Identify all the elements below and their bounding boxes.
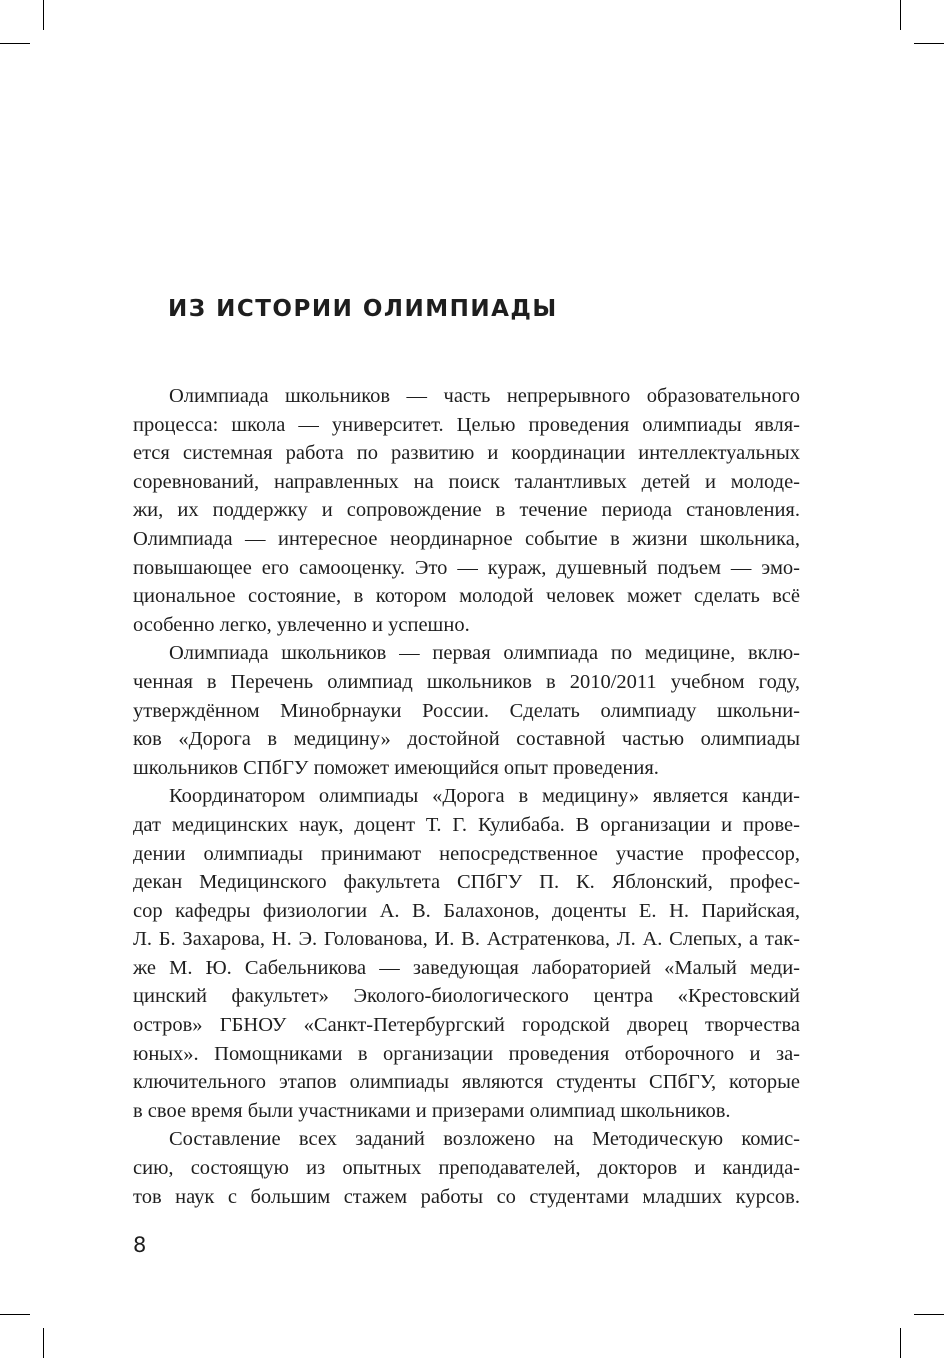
text-line: Л. Б. Захарова, Н. Э. Голованова, И. В. Астратенкова, Л. А. Слепых, а так- (133, 928, 800, 951)
text-line: декан Медицинского факультета СПбГУ П. К. Яблонский, профес- (133, 871, 800, 894)
text-line: ется системная работа по развитию и координации интеллектуальных (133, 442, 800, 465)
text-line: в свое время были участниками и призерами олимпиад школьников. (133, 1099, 731, 1122)
paragraph-1 (133, 382, 800, 639)
text-line: дат медицинских наук, доцент Т. Г. Кулибаба. В организации и прове- (133, 813, 800, 836)
text-line: повышающее его самооценку. Это — кураж, душевный подъем — эмо- (133, 556, 800, 579)
text-line: Составление всех заданий возложено на Методическую комис- (169, 1128, 800, 1151)
text-line: Координатором олимпиады «Дорога в медицину» является канди- (169, 785, 800, 808)
text-line: особенно легко, увлеченно и успешно. (133, 613, 470, 636)
text-line: жи, их поддержку и сопровождение в течение периода становления. (133, 499, 800, 522)
text-line: ков «Дорога в медицину» достойной составной частью олимпиады (133, 728, 800, 751)
crop-mark-bottom-right-horizontal (914, 1314, 944, 1315)
crop-mark-bottom-right-vertical (900, 1328, 901, 1358)
text-line: школьников СПбГУ поможет имеющийся опыт проведения. (133, 756, 659, 779)
text-line: утверждённом Минобрнауки России. Сделать олимпиаду школьни- (133, 699, 800, 722)
body-text (133, 382, 800, 1211)
text-line: циональное состояние, в котором молодой человек может сделать всё (133, 585, 800, 608)
paragraph-4 (133, 1125, 800, 1211)
text-line: остров» ГБНОУ «Санкт-Петербургский городской дворец творчества (133, 1014, 800, 1037)
text-line: соревнований, направленных на поиск талантливых детей и молоде- (133, 470, 800, 493)
paragraph-2 (133, 639, 800, 782)
text-line: юных». Помощниками в организации проведения отборочного и за- (133, 1042, 800, 1065)
text-line: сор кафедры физиологии А. В. Балахонов, доценты Е. Н. Парийская, (133, 899, 800, 922)
text-line: ченная в Перечень олимпиад школьников в 2010/2011 учебном году, (133, 670, 800, 693)
crop-mark-top-right-horizontal (914, 43, 944, 44)
text-line: же М. Ю. Сабельникова — заведующая лабораторией «Малый меди- (133, 956, 800, 979)
crop-mark-top-right-vertical (900, 0, 901, 30)
crop-mark-top-left-horizontal (0, 43, 30, 44)
text-line: Олимпиада школьников — часть непрерывного образовательного (169, 385, 800, 407)
text-line: Олимпиада — интересное неординарное событие в жизни школьника, (133, 527, 800, 550)
text-line: ключительного этапов олимпиады являются студенты СПбГУ, которые (133, 1071, 800, 1094)
paragraph-3 (133, 782, 800, 1125)
text-line: тов наук с большим стажем работы со студентами младших курсов. (133, 1185, 800, 1208)
text-line: процесса: школа — университет. Целью проведения олимпиады явля- (133, 413, 800, 436)
text-line: цинский факультет» Эколого-биологического центра «Крестовский (133, 985, 800, 1008)
crop-mark-top-left-vertical (43, 0, 44, 30)
crop-mark-bottom-left-vertical (43, 1328, 44, 1358)
text-line: Олимпиада школьников — первая олимпиада по медицине, вклю- (169, 642, 800, 665)
page-number: 8 (133, 1233, 147, 1257)
crop-mark-bottom-left-horizontal (0, 1314, 30, 1315)
text-line: дении олимпиады принимают непосредственное участие профессор, (133, 842, 800, 865)
chapter-heading: ИЗ ИСТОРИИ ОЛИМПИАДЫ (168, 296, 558, 322)
text-line: сию, состоящую из опытных преподавателей, докторов и кандида- (133, 1157, 800, 1180)
